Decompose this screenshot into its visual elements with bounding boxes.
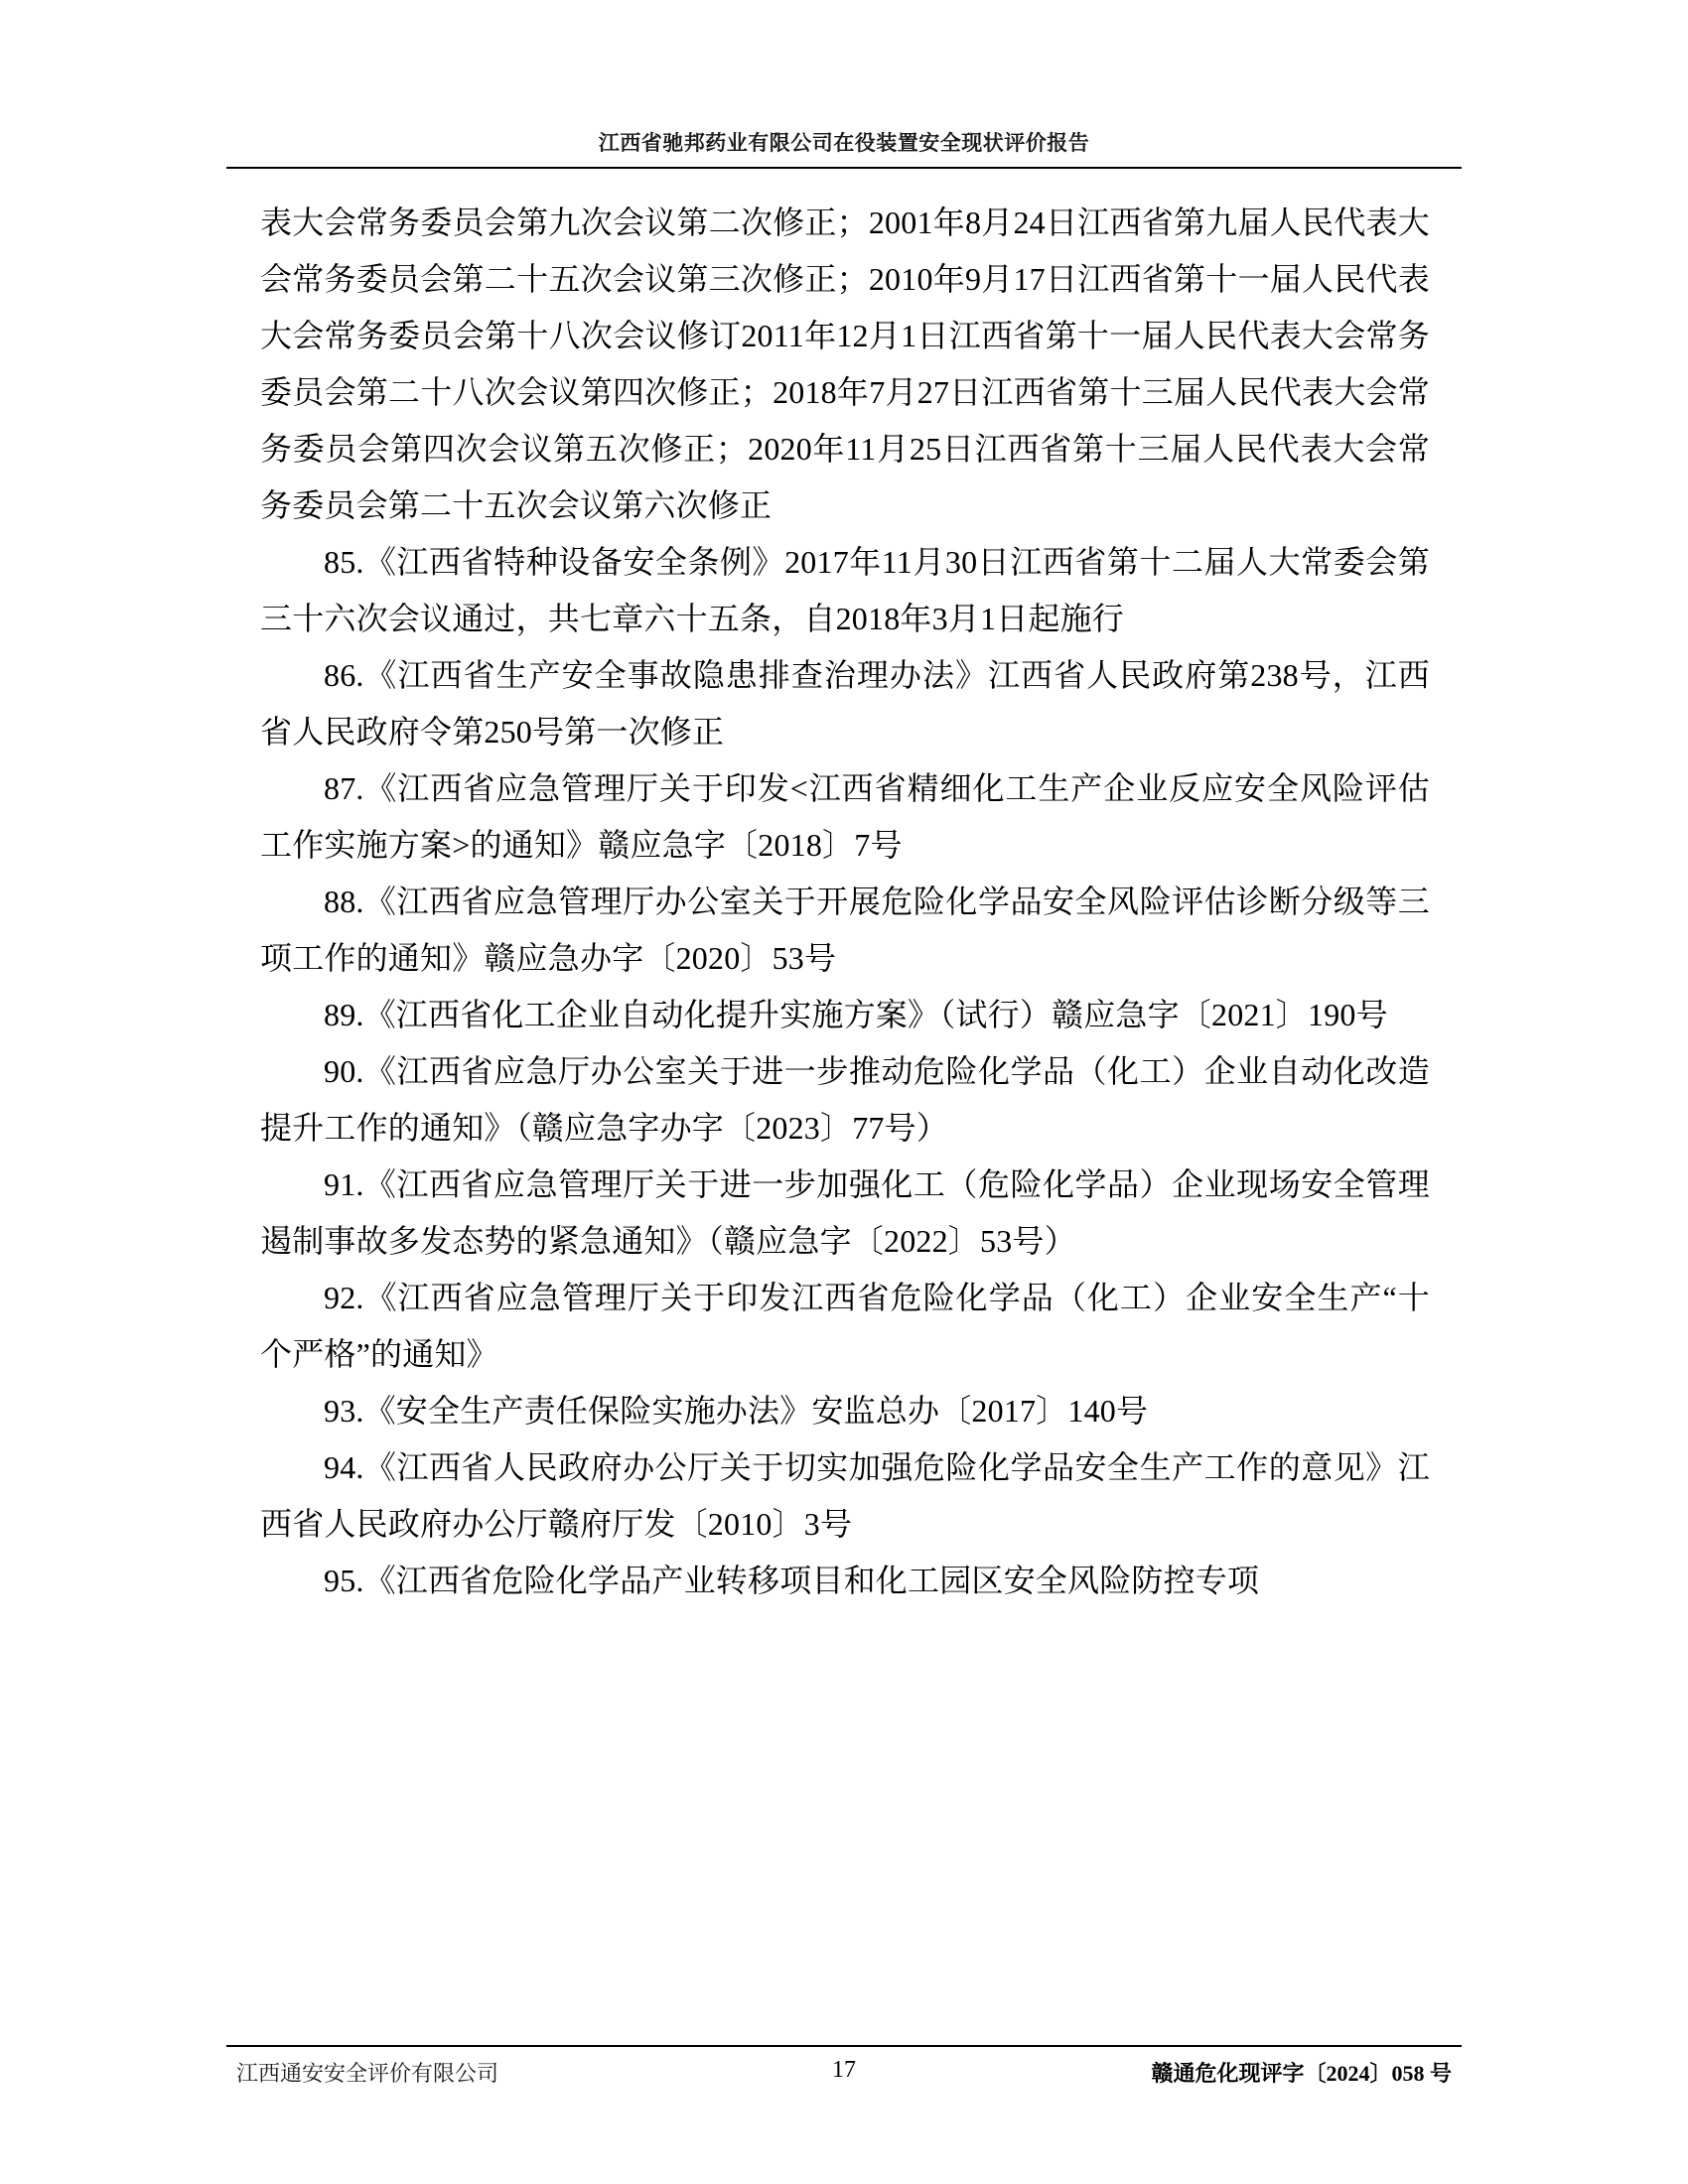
page-header bbox=[226, 127, 1462, 157]
paragraph: 90.《江西省应急厅办公室关于进一步推动危险化学品（化工）企业自动化改造提升工作的通知》（赣应急字办字〔2023〕77号） bbox=[260, 1053, 1430, 1146]
page-footer bbox=[226, 2057, 1462, 2097]
footer-document-number: 赣通危化现评字〔2024〕058 号 bbox=[1151, 2061, 1452, 2086]
paragraph: 88.《江西省应急管理厅办公室关于开展危险化学品安全风险评估诊断分级等三项工作的通知》赣应急办字〔2020〕53号 bbox=[260, 884, 1430, 976]
paragraph: 89.《江西省化工企业自动化提升实施方案》（试行）赣应急字〔2021〕190号 bbox=[324, 997, 1388, 1032]
header-divider bbox=[226, 167, 1462, 169]
paragraph: 表大会常务委员会第九次会议第二次修正；2001年8月24日江西省第九届人民代表大会常务委员会第二十五次会议第三次修正；2010年9月17日江西省第十一届人民代表大会常务委员会第十八次会议修订2011年12月1日江西省第十一届人民代表大会常务委员会第二十八次会议第四次修正；2018年7月27日江西省第十三届人民代表大会常务委员会第四次会议第五次修正；2020年11月25日江西省第十三届人民代表大会常务委员会第二十五次会议第六次修正 bbox=[260, 205, 1430, 523]
paragraph: 85.《江西省特种设备安全条例》2017年11月30日江西省第十二届人大常委会第三十六次会议通过，共七章六十五条，自2018年3月1日起施行 bbox=[260, 544, 1430, 636]
paragraph: 95.《江西省危险化学品产业转移项目和化工园区安全风险防控专项 bbox=[324, 1563, 1260, 1598]
footer-page-number: 17 bbox=[832, 2057, 856, 2083]
paragraph: 91.《江西省应急管理厅关于进一步加强化工（危险化学品）企业现场安全管理遏制事故多发态势的紧急通知》（赣应急字〔2022〕53号） bbox=[260, 1166, 1430, 1259]
paragraph: 87.《江西省应急管理厅关于印发<江西省精细化工生产企业反应安全风险评估工作实施方案>的通知》赣应急字〔2018〕7号 bbox=[260, 770, 1430, 863]
paragraph: 86.《江西省生产安全事故隐患排查治理办法》江西省人民政府第238号，江西省人民政府令第250号第一次修正 bbox=[260, 657, 1430, 750]
footer-company: 江西通安安全评价有限公司 bbox=[236, 2061, 499, 2086]
document-body bbox=[260, 195, 1430, 1609]
paragraph: 93.《安全生产责任保险实施办法》安监总办〔2017〕140号 bbox=[324, 1393, 1149, 1429]
paragraph: 92.《江西省应急管理厅关于印发江西省危险化学品（化工）企业安全生产“十个严格”的通知》 bbox=[260, 1280, 1430, 1372]
footer-divider bbox=[226, 2045, 1462, 2047]
header-title: 江西省驰邦药业有限公司在役装置安全现状评价报告 bbox=[598, 131, 1090, 155]
paragraph: 94.《江西省人民政府办公厅关于切实加强危险化学品安全生产工作的意见》江西省人民政府办公厅赣府厅发〔2010〕3号 bbox=[260, 1449, 1430, 1542]
